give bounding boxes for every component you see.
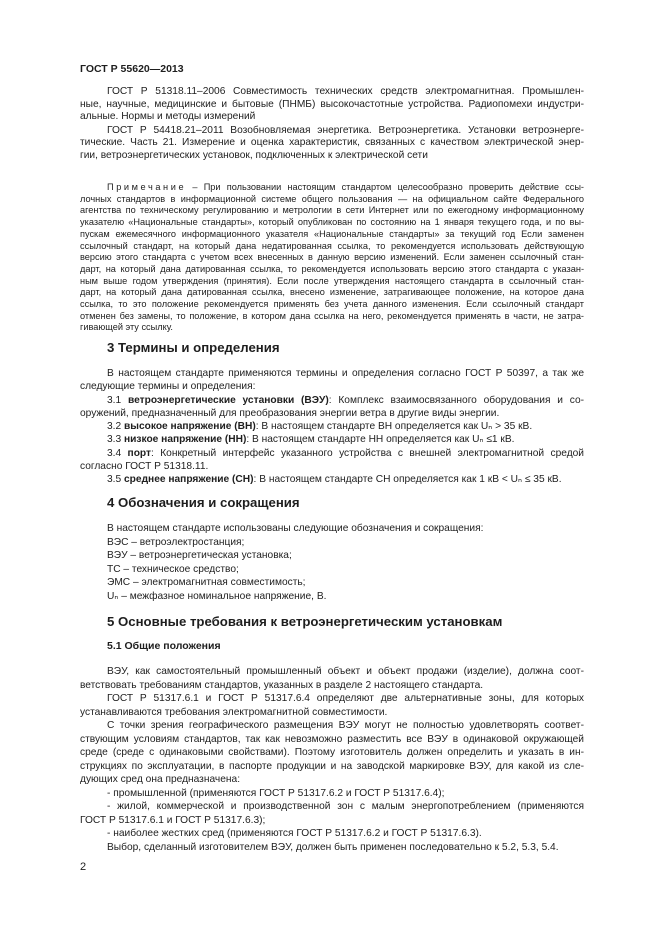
page-number: 2 [80,861,87,873]
note-line [80,217,584,229]
text-line: ветствовать требованиям стандартов, указанных в разделе 2 настоящего стандарта. [80,679,484,691]
text-line: среде (среде с одинаковыми свойствами). Поэтому изготовитель должен определить и указать в ин- [80,747,584,758]
text-line [80,447,584,460]
term-text: оружений, предназначенный для преобразования энергии ветра в другие виды энергии. [80,407,500,419]
term-text: : Комплекс взаимосвязанного оборудования и со- [328,394,585,406]
text-line: ГОСТ Р 51317.6.1 и ГОСТ Р 51317.6.4 определяют две альтернативные зоны, для которых [107,693,584,704]
note-text: дарт, на который дана датированная ссылка, то рекомендуется использовать версию этого стандарта с указан- [80,263,584,274]
text-line [80,473,584,486]
paragraph [80,827,584,841]
note-text: лочных стандартов в информационной системе общего пользования — на официальном сайте Федерального [80,193,584,204]
note-text: версию этого стандарта с учетом всех внесенных в данную версию изменений. Если заменен ссылочный стан- [80,252,584,263]
note-line [80,182,584,194]
abbreviation-item: Uₙ – межфазное номинальное напряжение, В. [107,590,327,602]
text-line: ГОСТ Р 51318.11–2006 Совместимость технических средств электромагнитная. Промышлен- [107,86,584,97]
section-4-heading: 4 Обозначения и сокращения [107,495,300,510]
text-line: - жилой, коммерческой и производственной зон с малым энергопотреблением (применяются [107,801,584,812]
term-text: : В настоящем стандарте СН определяется как 1 кВ < Uₙ ≤ 35 кВ. [253,474,562,486]
section-3-heading: 3 Термины и определения [107,340,280,355]
abbreviation-item: ВЭУ – ветроэнергетическая установка; [107,550,292,561]
term-text: : В настоящем стандарте ВН определяется как Uₙ > 35 кВ. [255,421,533,433]
term-number: 3.1 [107,394,122,406]
text-line: - промышленной (применяются ГОСТ Р 51317.6.2 и ГОСТ Р 51317.6.4); [107,787,445,799]
text-line [80,407,584,420]
abbreviation-item: ЭМС – электромагнитная совместимость; [107,577,306,588]
note-text: отменен без замены, то положение, в котором дана ссылка на него, рекомендуется применять в части, не затра- [80,310,584,321]
paragraph [80,665,584,692]
text-line: устанавливаются требования электромагнитной совместимости. [80,706,388,718]
note-line [80,322,584,334]
note-line [80,241,584,253]
text-line: ствующим условиям стандартов, так как невозможно разместить все ВЭУ в одинаковой окружающей [80,733,584,745]
normative-references [80,86,584,164]
note-block [80,182,584,334]
document-header: ГОСТ Р 55620—2013 [80,63,184,75]
section-4-body [80,522,584,603]
text-line: ГОСТ Р 54418.21–2011 Возобновляемая энергетика. Ветроэнергетика. Установки ветроэнерге- [107,124,584,136]
note-text: пускам ежемесячного информационного указателя «Национальные стандарты» за текущий год Если заменен [80,228,584,239]
term-number: 3.3 [107,434,122,446]
note-line [80,229,584,241]
term-name: порт [127,447,152,459]
paragraph [80,841,584,855]
abbreviation-item: В настоящем стандарте использованы следующие обозначения и сокращения: [107,523,484,534]
term-text: : В настоящем стандарте НН определяется как Uₙ ≤1 кВ. [246,434,515,446]
text-line: ВЭУ, как самостоятельный промышленный объект и объект продажи (изделие), должна соот- [107,666,584,677]
term-definition [80,420,584,433]
text-line: альные. Нормы и методы измерений [80,111,256,123]
section-5-1-body [80,665,584,854]
note-line [80,299,584,311]
term-name: ветроэнергетические установки (ВЭУ) [127,394,329,406]
abbreviation-item: ТС – техническое средство; [107,563,239,575]
paragraph [80,800,584,827]
note-line [80,264,584,276]
note-text: дарт, на который дана датированная ссылка, внесено изменение, затрагивающее положение, на которое дана [80,287,584,298]
text-line: ГОСТ Р 51317.6.1 и ГОСТ Р 51317.6.3); [80,814,266,826]
paragraph [80,367,584,394]
paragraph [80,787,584,801]
abbreviation-item: ВЭС – ветроэлектростанция; [107,536,245,548]
note-text: ным выше годом утверждения (принятия). Если после утверждения настоящего стандарта в ссылочный стан- [80,275,584,286]
note-line [80,252,584,264]
note-line [80,311,584,323]
term-definition [80,447,584,474]
term-definition [80,473,584,486]
note-text: – При пользовании настоящим стандартом целесообразно проверить действие ссы- [192,182,584,192]
paragraph [80,719,584,787]
note-line [80,276,584,288]
text-line [80,460,584,473]
term-name: низкое напряжение (НН) [124,434,247,446]
paragraph [80,86,584,124]
note-line [80,287,584,299]
term-name: высокое напряжение (ВН) [124,421,256,433]
text-line [80,394,584,407]
note-line [80,194,584,206]
note-text: гивающей эту ссылку. [80,322,173,333]
note-label: Примечание [107,182,187,192]
term-number: 3.4 [107,447,122,459]
text-line: ные, научные, медицинские и бытовые (ПНМБ) высокочастотные устройства. Радиопомехи индустри- [80,98,584,110]
paragraph [80,692,584,719]
term-number: 3.2 [107,421,122,433]
term-text: : Конкретный интерфейс указанного устройства с внешней электромагнитной средой [151,447,584,459]
text-line [80,420,584,433]
paragraph [80,125,584,163]
text-line: Выбор, сделанный изготовителем ВЭУ, должен быть применен последовательно к 5.2, 5.3, 5.4. [107,841,559,853]
section-5-1-heading: 5.1 Общие положения [107,640,221,652]
note-text: ссылка, то это положение рекомендуется применять без учета данного изменения. Если ссылочный стандарт [80,299,584,310]
term-number: 3.5 [107,474,122,486]
text-line: - наиболее жестких сред (применяются ГОСТ Р 51317.6.2 и ГОСТ Р 51317.6.3). [107,828,482,839]
term-definition [80,433,584,446]
note-line [80,205,584,217]
section-3-body [80,367,584,487]
term-text: согласно ГОСТ Р 51318.11. [80,461,209,473]
text-line: В настоящем стандарте применяются термины и определения согласно ГОСТ Р 50397, а так же [107,368,584,379]
note-text: агентства по техническому регулированию и метрологии в сети Интернет или по ежегодному информационному [80,205,584,216]
section-5-heading: 5 Основные требования к ветроэнергетическим установкам [107,614,503,629]
note-text: указателю «Национальные стандарты», который опубликован по состоянию на 1 января текущего года, и по вы- [80,217,584,228]
text-line: гии, ветроэнергетических установок, подключенных к электрической сети [80,149,428,161]
text-line [80,433,584,446]
term-definition [80,394,584,421]
text-line: С точки зрения географического размещения ВЭУ могут не полностью удовлетворять соответ- [107,720,584,731]
text-line: дующих сред она предназначена: [80,774,241,785]
text-line: тические. Часть 21. Измерение и оценка характеристик, связанных с качеством электрической энер- [80,137,584,149]
text-line: струкциях по эксплуатации, в паспорте продукции и на заводской маркировке ВЭУ, для какой из сле- [80,760,584,772]
text-line: следующие термины и определения: [80,381,256,393]
term-name: среднее напряжение (СН) [124,474,254,486]
note-text: ссылочный стандарт, на который дана недатированная ссылка, то рекомендуется использовать действующую [80,240,584,251]
